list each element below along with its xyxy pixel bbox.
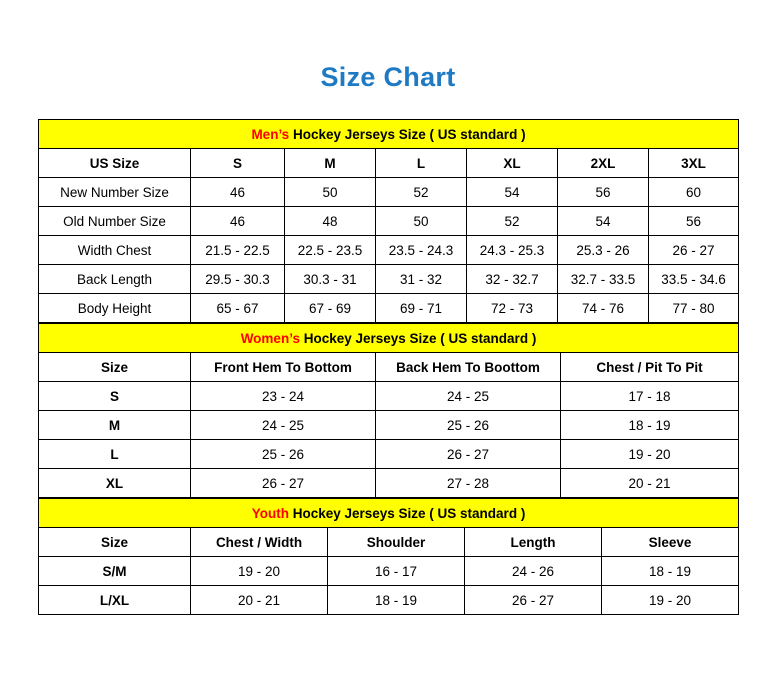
womens-section-heading xyxy=(39,324,739,353)
table-cell: 18 - 19 xyxy=(328,586,465,615)
table-cell: 46 xyxy=(191,178,285,207)
table-cell: 25 - 26 xyxy=(191,440,376,469)
table-cell: 25.3 - 26 xyxy=(558,236,649,265)
table-cell: 26 - 27 xyxy=(649,236,739,265)
table-cell: 18 - 19 xyxy=(561,411,739,440)
table-cell: 54 xyxy=(467,178,558,207)
column-header: Sleeve xyxy=(602,528,739,557)
mens-section-heading xyxy=(39,120,739,149)
table-header-row xyxy=(39,528,739,557)
table-cell: 24 - 25 xyxy=(191,411,376,440)
table-cell: 16 - 17 xyxy=(328,557,465,586)
table-header-row xyxy=(39,149,739,178)
table-cell: 24 - 25 xyxy=(376,382,561,411)
womens-heading-accent: Women’s xyxy=(240,330,300,346)
column-header: 3XL xyxy=(649,149,739,178)
table-cell: 26 - 27 xyxy=(465,586,602,615)
row-label: S/M xyxy=(39,557,191,586)
table-cell: 48 xyxy=(285,207,376,236)
column-header: S xyxy=(191,149,285,178)
table-row xyxy=(39,294,739,323)
table-cell: 72 - 73 xyxy=(467,294,558,323)
column-header: Size xyxy=(39,528,191,557)
womens-size-table xyxy=(38,323,739,498)
column-header: Chest / Width xyxy=(191,528,328,557)
table-cell: 56 xyxy=(558,178,649,207)
table-cell: 24.3 - 25.3 xyxy=(467,236,558,265)
table-row xyxy=(39,469,739,498)
youth-heading-rest: Hockey Jerseys Size ( US standard ) xyxy=(288,505,526,521)
table-cell: 19 - 20 xyxy=(561,440,739,469)
row-label: Back Length xyxy=(39,265,191,294)
row-label: L xyxy=(39,440,191,469)
table-row xyxy=(39,236,739,265)
youth-heading-accent: Youth xyxy=(251,505,289,521)
table-row xyxy=(39,207,739,236)
section-header-row xyxy=(39,324,739,353)
column-header: Front Hem To Bottom xyxy=(191,353,376,382)
table-cell: 22.5 - 23.5 xyxy=(285,236,376,265)
page-title: Size Chart xyxy=(320,62,456,92)
table-cell: 77 - 80 xyxy=(649,294,739,323)
table-cell: 23.5 - 24.3 xyxy=(376,236,467,265)
table-cell: 26 - 27 xyxy=(191,469,376,498)
mens-heading-rest: Hockey Jerseys Size ( US standard ) xyxy=(289,126,526,142)
table-cell: 24 - 26 xyxy=(465,557,602,586)
table-cell: 20 - 21 xyxy=(561,469,739,498)
youth-size-table xyxy=(38,498,739,615)
table-cell: 31 - 32 xyxy=(376,265,467,294)
table-row xyxy=(39,586,739,615)
row-label: Body Height xyxy=(39,294,191,323)
table-cell: 74 - 76 xyxy=(558,294,649,323)
table-cell: 30.3 - 31 xyxy=(285,265,376,294)
table-cell: 23 - 24 xyxy=(191,382,376,411)
table-cell: 60 xyxy=(649,178,739,207)
column-header: Size xyxy=(39,353,191,382)
column-header: Shoulder xyxy=(328,528,465,557)
table-cell: 52 xyxy=(376,178,467,207)
youth-section-heading xyxy=(39,499,739,528)
table-cell: 56 xyxy=(649,207,739,236)
table-cell: 65 - 67 xyxy=(191,294,285,323)
table-header-row xyxy=(39,353,739,382)
table-cell: 32.7 - 33.5 xyxy=(558,265,649,294)
table-row xyxy=(39,178,739,207)
column-header: 2XL xyxy=(558,149,649,178)
table-cell: 54 xyxy=(558,207,649,236)
row-label: L/XL xyxy=(39,586,191,615)
table-cell: 21.5 - 22.5 xyxy=(191,236,285,265)
table-cell: 19 - 20 xyxy=(602,586,739,615)
column-header: Chest / Pit To Pit xyxy=(561,353,739,382)
table-cell: 17 - 18 xyxy=(561,382,739,411)
table-cell: 46 xyxy=(191,207,285,236)
section-header-row xyxy=(39,499,739,528)
table-cell: 50 xyxy=(376,207,467,236)
column-header: US Size xyxy=(39,149,191,178)
mens-size-table xyxy=(38,119,739,323)
table-cell: 32 - 32.7 xyxy=(467,265,558,294)
table-row xyxy=(39,557,739,586)
table-cell: 26 - 27 xyxy=(376,440,561,469)
table-cell: 25 - 26 xyxy=(376,411,561,440)
table-row xyxy=(39,440,739,469)
table-cell: 69 - 71 xyxy=(376,294,467,323)
column-header: Back Hem To Boottom xyxy=(376,353,561,382)
column-header: XL xyxy=(467,149,558,178)
table-cell: 52 xyxy=(467,207,558,236)
mens-heading-accent: Men’s xyxy=(251,126,290,142)
row-label: S xyxy=(39,382,191,411)
table-row xyxy=(39,265,739,294)
table-cell: 27 - 28 xyxy=(376,469,561,498)
column-header: L xyxy=(376,149,467,178)
table-cell: 20 - 21 xyxy=(191,586,328,615)
table-cell: 18 - 19 xyxy=(602,557,739,586)
column-header: Length xyxy=(465,528,602,557)
section-header-row xyxy=(39,120,739,149)
table-row xyxy=(39,411,739,440)
table-cell: 19 - 20 xyxy=(191,557,328,586)
table-cell: 33.5 - 34.6 xyxy=(649,265,739,294)
row-label: XL xyxy=(39,469,191,498)
table-cell: 29.5 - 30.3 xyxy=(191,265,285,294)
table-cell: 50 xyxy=(285,178,376,207)
size-chart-tables xyxy=(38,119,738,615)
column-header: M xyxy=(285,149,376,178)
row-label: Old Number Size xyxy=(39,207,191,236)
womens-heading-rest: Hockey Jerseys Size ( US standard ) xyxy=(299,330,537,346)
row-label: M xyxy=(39,411,191,440)
row-label: New Number Size xyxy=(39,178,191,207)
table-cell: 67 - 69 xyxy=(285,294,376,323)
table-row xyxy=(39,382,739,411)
row-label: Width Chest xyxy=(39,236,191,265)
